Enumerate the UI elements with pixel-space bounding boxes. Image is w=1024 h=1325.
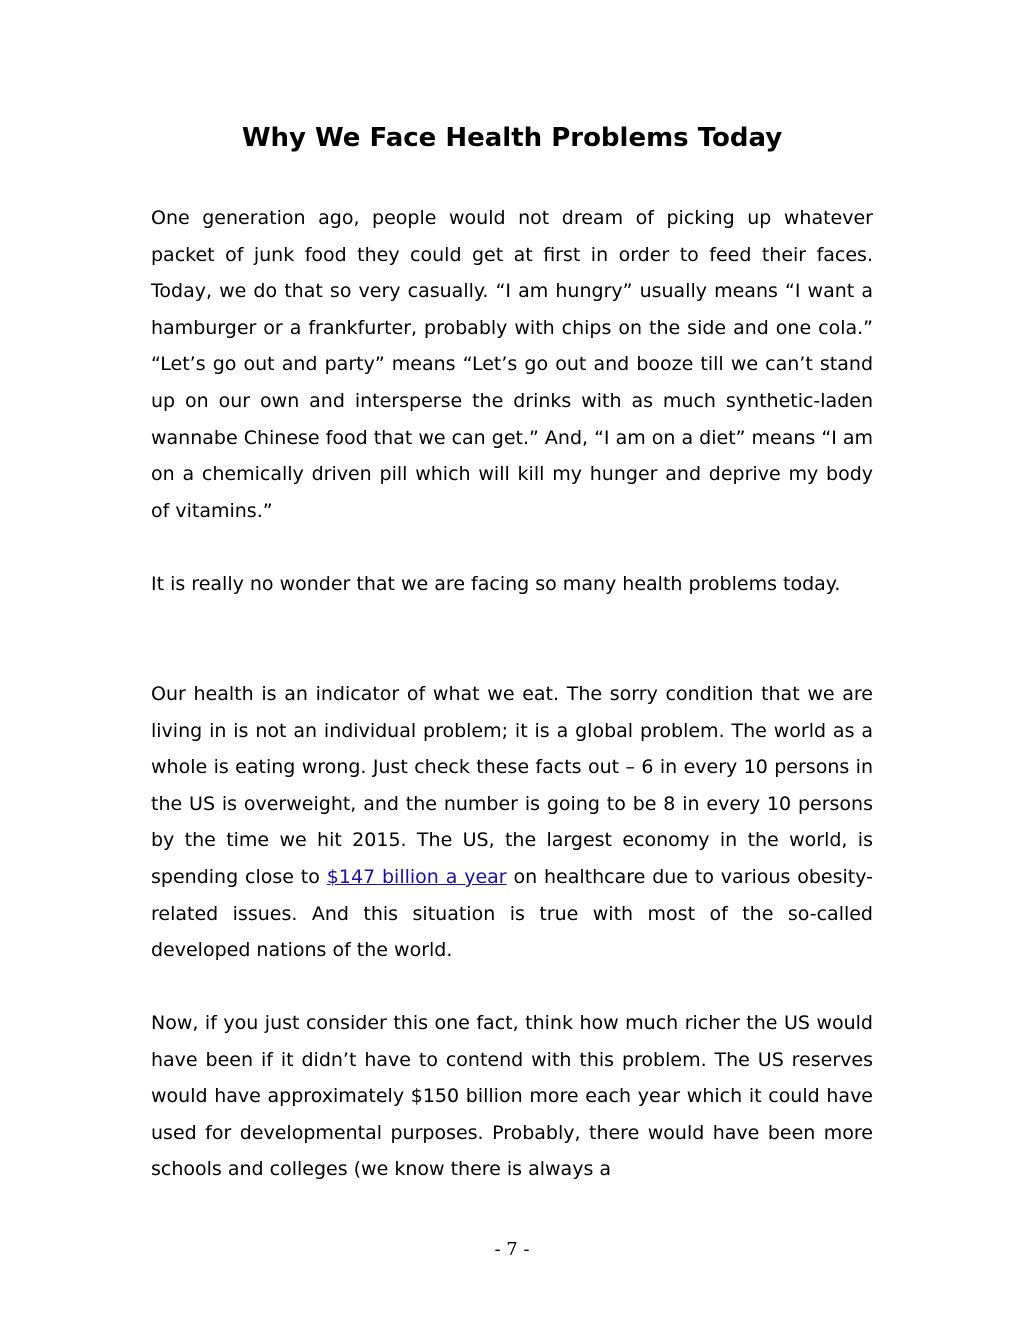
paragraph-health-problems: It is really no wonder that we are facing so many health problems today. xyxy=(151,573,841,595)
page-number: - 7 - xyxy=(494,1239,530,1260)
healthcare-cost-link[interactable]: $147 billion a year xyxy=(326,865,507,888)
paragraph-junk-food: One generation ago, people would not dream of picking up whatever packet of junk food they could get at first in order to feed their faces. Today, we do that so very casually. “I am hungry” usually means “I want a hamburger or a frankfurter, probably with chips on the side and one cola.” “Let’s go out and party” means “Let’s go out and booze till we can’t stand up on our own and intersperse the drinks with as much synthetic-laden wannabe Chinese food that we can get.” And, “I am on a diet” means “I am on a chemically driven pill which will kill my hunger and deprive my body of vitamins.” xyxy=(151,207,873,522)
paragraph-text-after-link: on healthcare due to various obesity-related issues. And this situation is true with most of the so-called developed nations of the world. xyxy=(151,865,873,962)
paragraph-text-before-link: Our health is an indicator of what we eat. The sorry condition that we are living in is not an individual problem; it is a global problem. The world as a whole is eating wrong. Just check these facts out – 6 in every 10 persons in the US is overweight, and the number is going to be 8 in every 10 persons by the time we hit 2015. The US, the largest economy in the world, is spending close to xyxy=(151,683,873,888)
paragraph-global-problem xyxy=(151,676,873,969)
page-title: Why We Face Health Problems Today xyxy=(241,123,783,153)
paragraph-us-reserves: Now, if you just consider this one fact, think how much richer the US would have been if it didn’t have to contend with this problem. The US reserves would have approximately $150 billion more each year which it could have used for developmental purposes. Probably, there would have been more schools and colleges (we know there is always a xyxy=(151,1012,873,1181)
